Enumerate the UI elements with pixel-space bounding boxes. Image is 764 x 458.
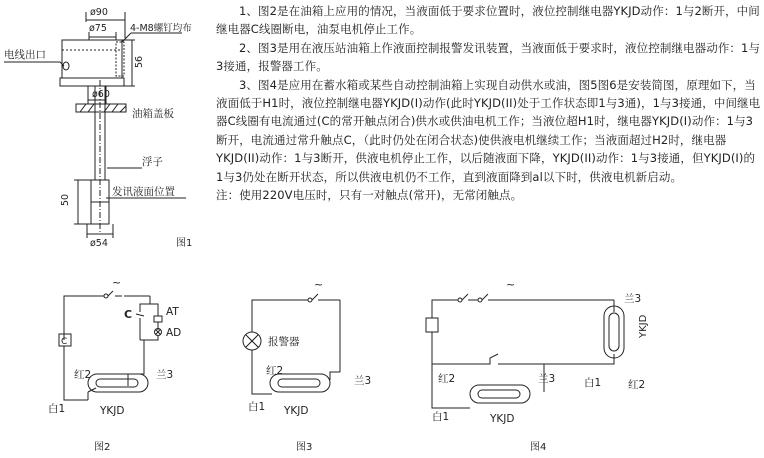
figure-2-circuit [48, 276, 181, 453]
dim-d90: ø90 [90, 7, 108, 18]
fig4-ykjd-vertical-label: YKJD [638, 314, 649, 338]
fig4-white1-left-label: 白1 [432, 411, 450, 423]
fig4-blue3-top-label: 兰3 [624, 293, 642, 305]
fig2-c-coil-label: C [61, 337, 68, 347]
fig2-c-contact-label: C [124, 308, 133, 321]
fig3-ykjd-label: YKJD [284, 405, 309, 417]
fig3-blue3-label: 兰3 [354, 375, 372, 387]
fig2-at-label: AT [166, 306, 179, 318]
signal-level-label: 发讯液面位置 [112, 186, 175, 198]
figure-4-caption: 图4 [530, 442, 547, 453]
fig3-ac-symbol: ~ [314, 278, 324, 291]
dim-d54: ø54 [90, 238, 108, 249]
fig2-red2-label: 红2 [74, 369, 92, 381]
figure-3-circuit [243, 278, 371, 453]
paragraph-2: 2、图3是用在液压站油箱上作液面控制报警发讯装置，当液面低于要求时，液位控制继电器动作：1与3接通，报警器工作。 [216, 40, 761, 74]
fig2-white1-label: 白1 [48, 403, 66, 415]
fig3-white1-label: 白1 [248, 401, 266, 413]
circuit-figures [0, 262, 764, 458]
fig4-ac-symbol: ~ [506, 278, 516, 291]
note: 注：使用220V电压时，只有一对触点(常开)，无常闭触点。 [216, 188, 523, 203]
cable-outlet-label: 电线出口 [4, 49, 46, 61]
dim-d60: ø60 [92, 89, 110, 100]
fig2-ad-label: AD [166, 327, 182, 339]
fig4-white1-right-label: 白1 [584, 377, 602, 389]
fig2-ykjd-label: YKJD [100, 405, 125, 417]
body-text [216, 2, 762, 204]
float-label: 浮子 [142, 156, 163, 168]
bolts-label: 4-M8螺钉均布 [130, 23, 192, 34]
fig4-red2-left-label: 红2 [438, 373, 456, 385]
fig2-ac-symbol: ~ [112, 276, 122, 289]
fig3-alarm-label: 报警器 [268, 336, 300, 348]
dim-d75: ø75 [89, 23, 107, 34]
figure-1-drawing [0, 0, 216, 262]
figure-2-caption: 图2 [94, 442, 111, 453]
fig2-blue3-label: 兰3 [156, 369, 174, 381]
fig4-red2-right-label: 红2 [628, 379, 646, 391]
figure-3-caption: 图3 [296, 442, 313, 453]
fig4-ykjd-label: YKJD [490, 413, 515, 425]
fig4-blue3-left-label: 兰3 [538, 373, 556, 385]
figure-4-circuit [426, 278, 649, 453]
paragraph-1: 1、图2是在油箱上应用的情况，当液面低于要求位置时，液位控制继电器YKJD动作：1与2断开，中间继电器C线圈断电，油泵电机停止工作。 [216, 4, 760, 37]
dim-h56: 56 [134, 55, 145, 68]
figure-1-caption: 图1 [176, 238, 193, 249]
paragraph-3: 3、图4是应用在蓄水箱或某些自动控制油箱上实现自动供水或油，图5图6是安装简图，原理如下，当液面低于H1时，液位控制继电器YKJD(I)动作(此时YKJD(II)处于工作状态即1与3通)，1与3接通，中间继电器C线圈有电流通过(C的常开触点闭合)供水或供油电机工作；当液位超H1时，继电器YKJD(I)动作：1与3断开，电流通过常升触点C，（此时仍处在闭合状态)使供液电机继续工作；当液面超过H2时，继电器YKJD(II)动作：1与3断开，供液电机停止工作，以后随液面下降，YKJD(II)动作：1与3接通，但YKJD(I)的1与3仍处在断开状态，所以供液电机仍不工作，直到液面降到al以下时，供液电机新启动。 [216, 77, 761, 184]
dim-h50: 50 [60, 193, 71, 206]
fig3-red2-label: 红2 [266, 365, 284, 377]
tank-cover-label: 油箱盖板 [132, 108, 174, 120]
